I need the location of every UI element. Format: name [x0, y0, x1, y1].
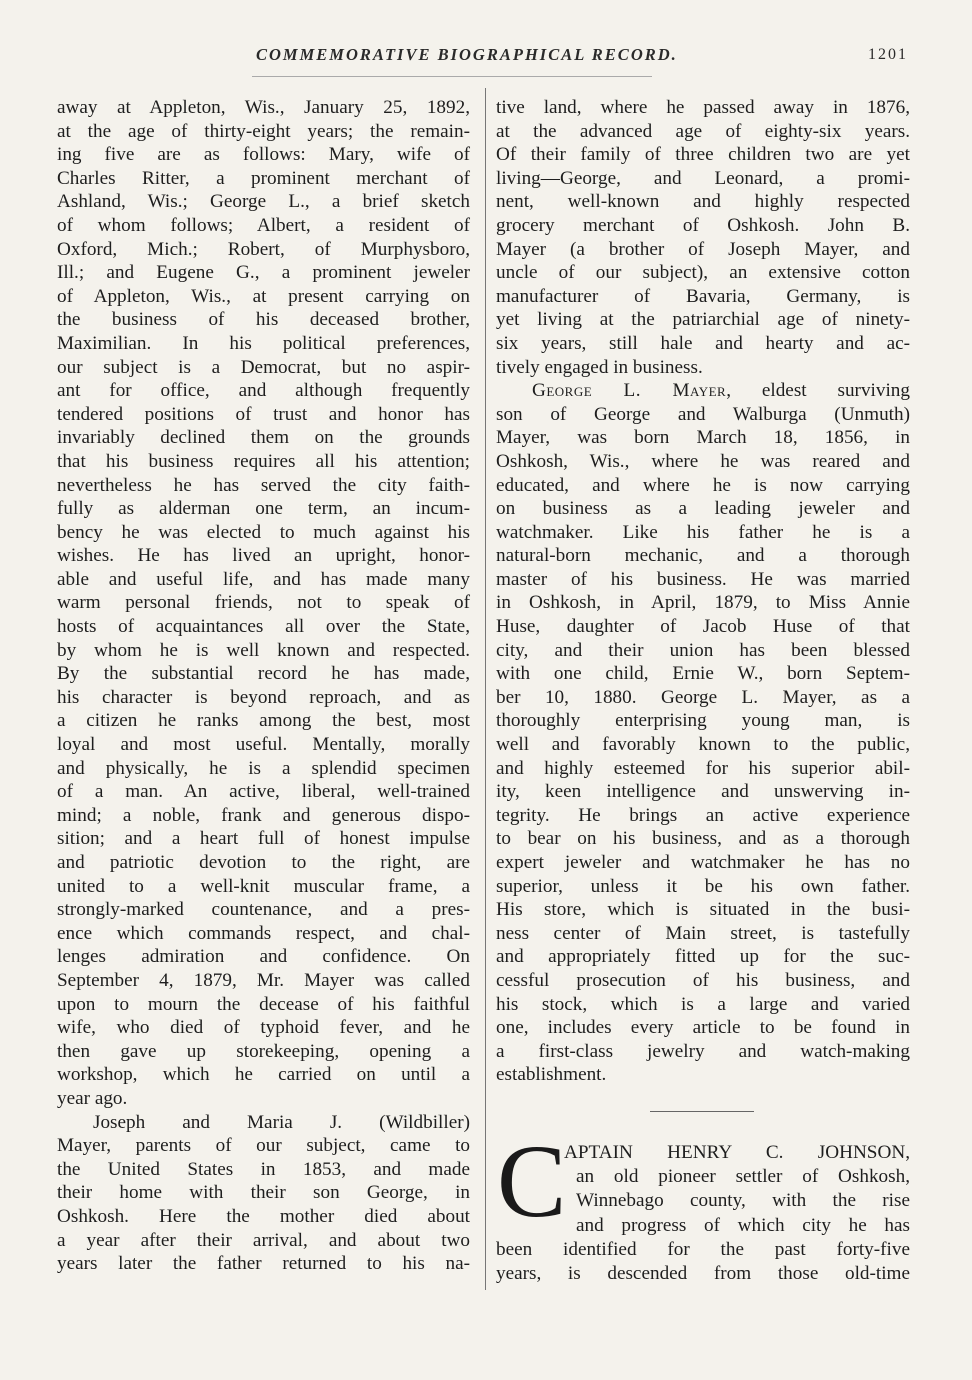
text-line: wife, who died of typhoid fever, and he — [57, 1017, 470, 1039]
text-line: one, includes every article to be found in — [496, 1017, 910, 1039]
text-line: and physically, he is a splendid specimen — [57, 757, 470, 779]
text-line: invariably declined them on the grounds — [57, 427, 470, 449]
text-line: a year after their arrival, and about two — [57, 1229, 470, 1251]
text-line: son of George and Walburga (Unmuth) — [496, 403, 910, 425]
text-line: upon to mourn the decease of his faithful — [57, 993, 470, 1015]
text-line: Joseph and Maria J. (Wildbiller) — [93, 1111, 470, 1133]
text-line: an old pioneer settler of Oshkosh, — [576, 1166, 910, 1188]
text-line: grocery merchant of Oshkosh. John B. — [496, 214, 910, 236]
text-line: living—George, and Leonard, a promi- — [496, 167, 910, 189]
text-line: Oshkosh, Wis., where he was reared and — [496, 450, 910, 472]
text-line: and highly esteemed for his superior abil- — [496, 757, 910, 779]
text-line: manufacturer of Bavaria, Germany, is — [496, 285, 910, 307]
text-line: watchmaker. Like his father he is a — [496, 521, 910, 543]
text-line: tegrity. He brings an active experience — [496, 804, 910, 826]
text-line: the United States in 1853, and made — [57, 1158, 470, 1180]
text-line: September 4, 1879, Mr. Mayer was called — [57, 969, 470, 991]
text-line: wishes. He has lived an upright, honor- — [57, 545, 470, 567]
text-line: His store, which is situated in the busi- — [496, 899, 910, 921]
text-line: ence which commands respect, and chal- — [57, 922, 470, 944]
text-line: of whom follows; Albert, a resident of — [57, 214, 470, 236]
text-line: at the advanced age of eighty-six years. — [496, 120, 910, 142]
text-line: warm personal friends, not to speak of — [57, 592, 470, 614]
text-line: on business as a leading jeweler and — [496, 498, 910, 520]
text-line: nent, well-known and highly respected — [496, 191, 910, 213]
text-line: uncle of our subject), an extensive cotton — [496, 262, 910, 284]
text-line: Charles Ritter, a prominent merchant of — [57, 167, 470, 189]
text-line: a first-class jewelry and watch-making — [496, 1040, 910, 1062]
text-line: master of his business. He was married — [496, 568, 910, 590]
text-line: been identified for the past forty-five — [496, 1238, 910, 1260]
text-line: yet living at the patriarchial age of ninety- — [496, 309, 910, 331]
text-line: natural-born mechanic, and a thorough — [496, 545, 910, 567]
text-line: Winnebago county, with the rise — [576, 1190, 910, 1212]
text-line: expert jeweler and watchmaker he has no — [496, 852, 910, 873]
text-line: that his business requires all his attention; — [57, 450, 470, 472]
text-line: Oshkosh. Here the mother died about — [57, 1205, 470, 1227]
text-line: well and favorably known to the public, — [496, 734, 910, 756]
page-header — [0, 42, 972, 72]
text-line: tively engaged in business. — [496, 356, 703, 378]
text-line: ber 10, 1880. George L. Mayer, as a — [496, 686, 910, 708]
text-line: ing five are as follows: Mary, wife of — [57, 144, 470, 166]
text-line: Mayer, was born March 18, 1856, in — [496, 427, 910, 449]
right-column — [496, 96, 910, 1087]
text-line: thoroughly enterprising young man, is — [496, 710, 910, 732]
text-line: sition; and a heart full of honest impulse — [57, 828, 470, 850]
paragraph-start — [496, 379, 910, 403]
text-line: bency he was elected to much against his — [57, 521, 470, 543]
header-rule — [252, 76, 652, 77]
section-heading-line: APTAIN HENRY C. JOHNSON, — [564, 1142, 910, 1163]
text-line: our subject is a Democrat, but no aspir- — [57, 356, 470, 378]
text-line: workshop, which he carried on until a — [57, 1064, 470, 1086]
running-title: COMMEMORATIVE BIOGRAPHICAL RECORD. — [256, 45, 678, 64]
text-line: his stock, which is a large and varied — [496, 993, 910, 1015]
text-line: Maximilian. In his political preferences, — [57, 332, 470, 354]
text-line: his character is beyond reproach, and as — [57, 686, 470, 708]
text-line: away at Appleton, Wis., January 25, 1892, — [57, 97, 470, 118]
page-number: 1201 — [868, 46, 908, 63]
text-line: to bear on his business, and as a thorough — [496, 828, 910, 850]
text-line: loyal and most useful. Mentally, morally — [57, 734, 470, 756]
text-line: with one child, Ernie W., born Septem- — [496, 663, 910, 685]
text-line: in Oshkosh, in April, 1879, to Miss Annie — [496, 592, 910, 614]
text-line: establishment. — [496, 1064, 607, 1086]
text-line: of a man. An active, liberal, well-trained — [57, 781, 470, 803]
text-line: Oxford, Mich.; Robert, of Murphysboro, — [57, 238, 470, 260]
left-column — [57, 96, 470, 1276]
text-line: ity, keen intelligence and unswerving in- — [496, 781, 910, 803]
text-line: six years, still hale and hearty and ac- — [496, 332, 910, 354]
text-line: the business of his deceased brother, — [57, 309, 470, 331]
text-line: hosts of acquaintances all over the State, — [57, 616, 470, 638]
text-line: years, is descended from those old-time — [496, 1262, 910, 1284]
text-line: and appropriately fitted up for the suc- — [496, 946, 910, 968]
text-line: of Appleton, Wis., at present carrying on — [57, 285, 470, 307]
text-line: Ashland, Wis.; George L., a brief sketch — [57, 191, 470, 213]
text-line: mind; a noble, frank and generous dispo- — [57, 804, 470, 826]
text-line: tive land, where he passed away in 1876, — [496, 97, 910, 118]
column-divider — [485, 88, 486, 1290]
text-line: and patriotic devotion to the right, are — [57, 852, 470, 873]
section-divider — [650, 1111, 754, 1112]
text-line: able and useful life, and has made many — [57, 568, 470, 590]
text-line: cessful prosecution of his business, and — [496, 969, 910, 991]
text-line: By the substantial record he has made, — [57, 663, 470, 685]
text-line: their home with their son George, in — [57, 1182, 470, 1204]
text-line: ness center of Main street, is tastefully — [496, 922, 910, 944]
text-line: Huse, daughter of Jacob Huse of that — [496, 616, 910, 638]
text-line: nevertheless he has served the city faith- — [57, 474, 470, 496]
text-line: then gave up storekeeping, opening a — [57, 1040, 470, 1062]
text-line: united to a well-knit muscular frame, a — [57, 875, 470, 897]
text-line: a citizen he ranks among the best, most — [57, 710, 470, 732]
text-line: ant for office, and although frequently — [57, 380, 470, 402]
text-line: fully as alderman one term, an incum- — [57, 498, 470, 520]
text-line: and progress of which city he has — [576, 1214, 910, 1236]
new-section — [496, 1141, 910, 1286]
text-fragment: , eldest surviving — [726, 380, 910, 402]
text-line: strongly-marked countenance, and a pres- — [57, 899, 470, 921]
text-line: tendered positions of trust and honor has — [57, 403, 470, 425]
text-line: Mayer, parents of our subject, came to — [57, 1135, 470, 1157]
text-line: years later the father returned to his na- — [57, 1253, 470, 1275]
text-line: year ago. — [57, 1087, 128, 1109]
text-line: Ill.; and Eugene G., a prominent jeweler — [57, 262, 470, 284]
subject-name: George L. Mayer — [532, 380, 727, 402]
text-line: city, and their union has been blessed — [496, 639, 910, 661]
text-line: lenges admiration and confidence. On — [57, 946, 470, 968]
drop-cap: C — [497, 1124, 567, 1239]
text-line: by whom he is well known and respected. — [57, 639, 470, 661]
text-line: at the age of thirty-eight years; the remain- — [57, 120, 470, 142]
text-line: educated, and where he is now carrying — [496, 474, 910, 496]
text-line: Mayer (a brother of Joseph Mayer, and — [496, 238, 910, 260]
text-line: Of their family of three children two are yet — [496, 144, 910, 166]
text-line: superior, unless it be his own father. — [496, 875, 910, 897]
